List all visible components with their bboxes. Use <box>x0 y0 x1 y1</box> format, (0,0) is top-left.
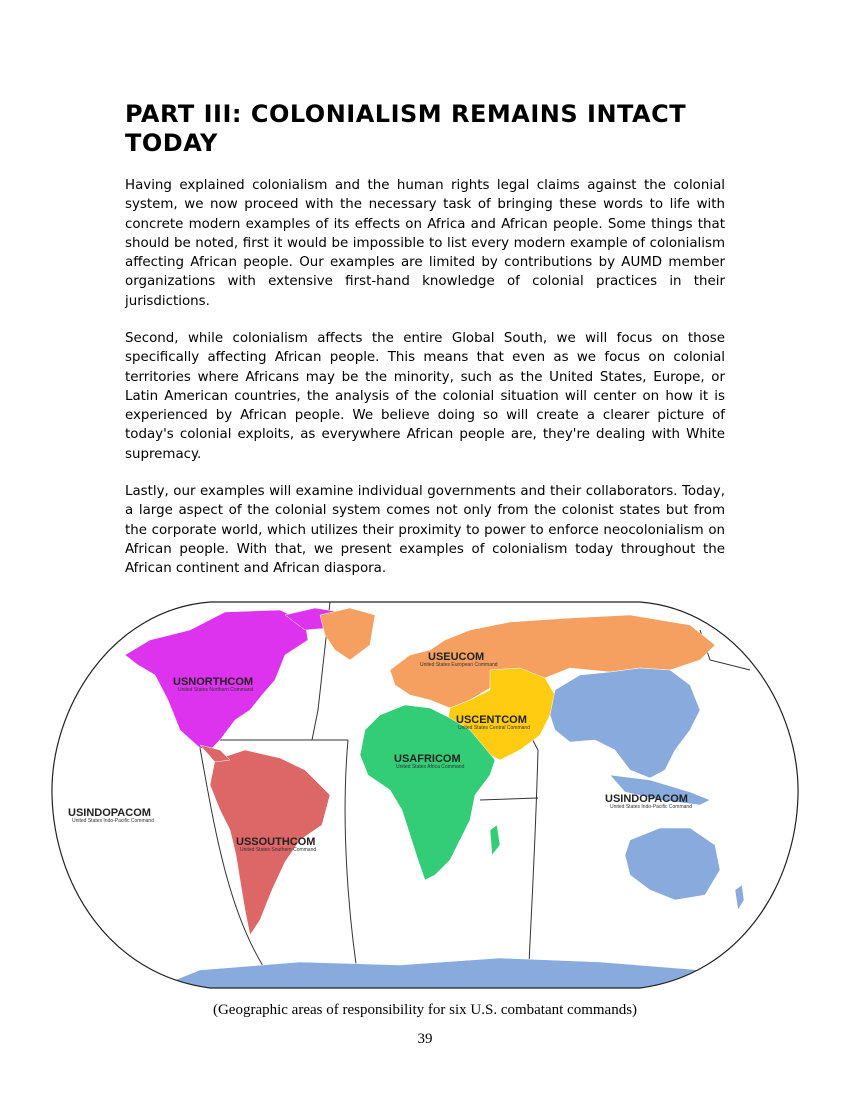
combatant-commands-map <box>50 600 800 990</box>
section-title: PART III: COLONIALISM REMAINS INTACT TODAY <box>125 100 687 157</box>
paragraph-1: Having explained colonialism and the human rights legal claims against the colonial system, we now proceed with the necessary task of bringing these words to life with concrete modern examples of its effects on Africa and African people. Some things that should be noted, first it would be impossible to list every modern example of colonialism affecting African people. Our examples are limited by contributions by AUMD member organizations with extensive first-hand knowledge of colonial practices in their jurisdictions. <box>125 178 725 309</box>
usafricom-sublabel: United States Africa Command <box>396 764 465 770</box>
paragraph-2: Second, while colonialism affects the entire Global South, we will focus on those specifically affecting African people. This means that even as we focus on colonial territories where Africans may be the minority, such as the United States, Europe, or Latin American countries, the analysis of the colonial situation will center on how it is experienced by African people. We believe doing so will create a clearer picture of today's colonial exploits, as everywhere African people are, they're dealing with White supremacy. <box>125 331 725 462</box>
ussouthcom-sublabel: United States Southern Command <box>240 847 317 853</box>
uscentcom-sublabel: United States Central Command <box>458 725 530 731</box>
useucom-sublabel: United States European Command <box>420 662 498 668</box>
usindopacom-east-label: USINDOPACOM <box>605 793 688 805</box>
usindopacom-east-sublabel: United States Indo-Pacific Command <box>610 804 692 810</box>
map-caption: (Geographic areas of responsibility for six U.S. combatant commands) <box>212 1002 638 1018</box>
paragraph-3: Lastly, our examples will examine individual governments and their collaborators. Today, a large aspect of the colonial system comes not only from the colonist states but from the corporate world, which utilizes their proximity to power to enforce neocolonialism on African people. With that, we present examples of colonialism today throughout the African continent and African diaspora. <box>125 484 725 577</box>
useucom-label: USEUCOM <box>428 651 485 663</box>
usafricom-label: USAFRICOM <box>394 753 461 765</box>
page-number: 39 <box>417 1031 433 1047</box>
uscentcom-label: USCENTCOM <box>456 714 527 726</box>
ussouthcom-label: USSOUTHCOM <box>236 836 316 848</box>
usindopacom-west-sublabel: United States Indo-Pacific Command <box>72 818 154 824</box>
usnorthcom-label: USNORTHCOM <box>173 676 254 688</box>
usnorthcom-sublabel: United States Northern Command <box>178 687 254 693</box>
usindopacom-west-label: USINDOPACOM <box>68 807 151 819</box>
